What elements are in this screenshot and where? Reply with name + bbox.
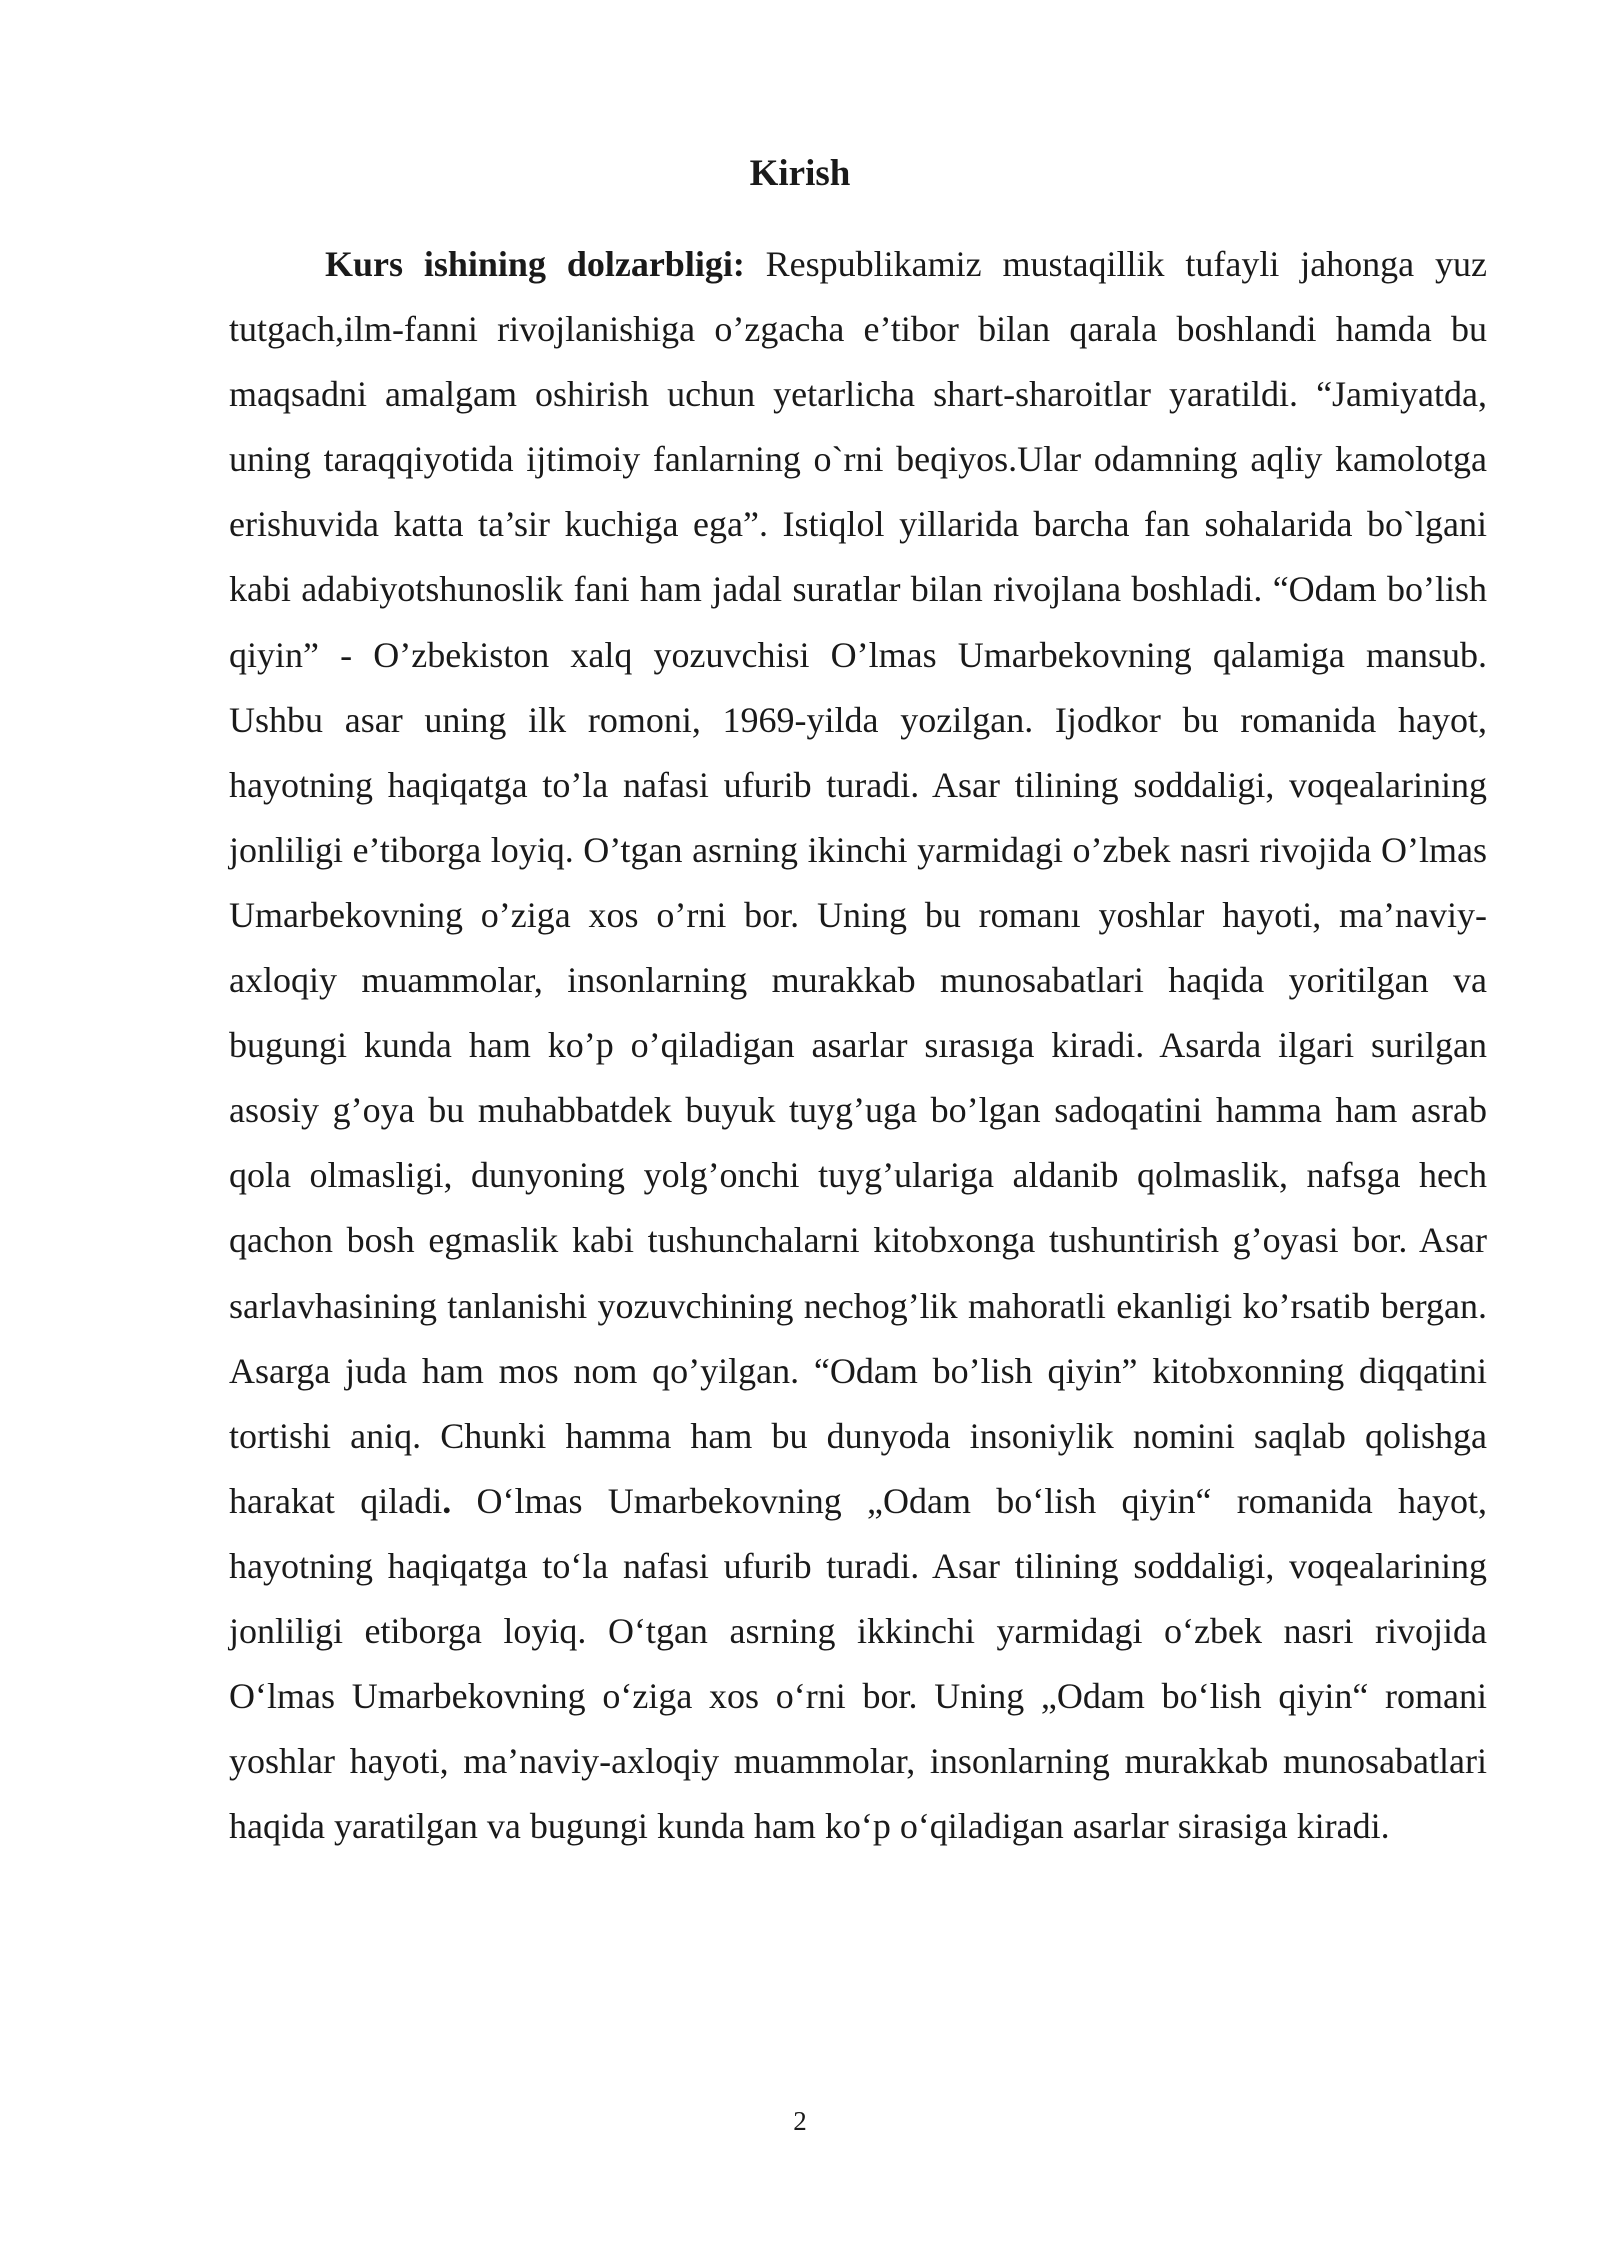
body-text-part-2: O‘lmas Umarbekovning „Odam bo‘lish qiyin“ romanida hayot, hayotning haqiqatga to‘la nafasi ufurib turadi. Asar tilining soddaligi, voqealarining jonliligi etiborga loyiq. O‘tgan asrning ikkinchi yarmidagi o‘zbek nasri rivojida O‘lmas Umarbekovning o‘ziga xos o‘rni bor. Uning „Odam bo‘lish qiyin“ romani yoshlar hayoti, ma’naviy-axloqiy muammolar, insonlarning murakkab munosabatlari haqida yaratilgan va bugungi kunda ham ko‘p o‘qiladigan asarlar sirasiga kiradi. [229, 1480, 1487, 1847]
bold-period: . [442, 1480, 452, 1521]
page-title: Kirish [749, 153, 851, 194]
section-lead-label: Kurs ishining dolzarbligi: [325, 244, 745, 284]
page-number: 2 [793, 2106, 807, 2136]
body-text-part-1: Respublikamiz mustaqillik tufayli jahonga yuz tutgach,ilm-fanni rivojlanishiga o’zgacha e’tibor bilan qarala boshlandi hamda bu maqsadni amalgam oshirish uchun yetarlicha shart-sharoitlar yaratildi. “Jamiyatda, uning taraqqiyotida ijtimoiy fanlarning o`rni beqiyos.Ular odamning aqliy kamolotga erishuvida katta ta’sir kuchiga ega”. Istiqlol yillarida barcha fan sohalarida bo`lgani kabi adabiyotshunoslik fani ham jadal suratlar bilan rivojlana boshladi. “Odam bo’lish qiyin” - O’zbekiston xalq yozuvchisi O’lmas Umarbekovning qalamiga mansub. Ushbu asar uning ilk romoni, 1969-yilda yozilgan. Ijodkor bu romanida hayot, hayotning haqiqatga to’la nafasi ufurib turadi. Asar tilining soddaligi, voqealarining jonliligi e’tiborga loyiq. O’tgan asrning ikinchi yarmidagi o’zbek nasri rivojida O’lmas Umarbekovning o’ziga xos o’rni bor. Uning bu romanı yoshlar hayoti, ma’naviy-axloqiy muammolar, insonlarning murakkab munosabatlari haqida yoritilgan va bugungi kunda ham ko’p o’qiladigan asarlar sırasıga kiradi. Asarda ilgari surilgan asosiy g’oya bu muhabbatdek buyuk tuyg’uga bo’lgan sadoqatini hamma ham asrab qola olmasligi, dunyoning yolg’onchi tuyg’ulariga aldanib qolmaslik, nafsga hech qachon bosh egmaslik kabi tushunchalarni kitobxonga tushuntirish g’oyasi bor. Asar sarlavhasining tanlanishi yozuvchining nechog’lik mahoratli ekanligi ko’rsatib bergan. Asarga juda ham mos nom qo’yilgan. “Odam bo’lish qiyin” kitobxonning diqqatini tortishi aniq. Chunki hamma ham bu dunyoda insoniylik nomini saqlab qolishga harakat qiladi [229, 244, 1487, 1521]
body-paragraph [229, 232, 1487, 1859]
